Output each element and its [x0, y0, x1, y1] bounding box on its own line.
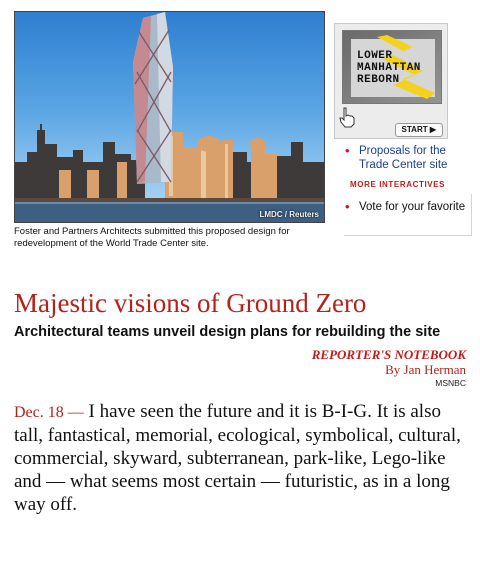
section-label: REPORTER'S NOTEBOOK — [311, 347, 466, 362]
link-label: Vote for your favorite — [359, 201, 466, 213]
skyline-illustration — [15, 12, 325, 223]
lower-manhattan-reborn-logo[interactable] — [342, 30, 442, 104]
link-vote-favorite[interactable] — [345, 200, 475, 214]
logo-text-line-3: REBORN — [357, 74, 400, 86]
photo-credit: LMDC / Reuters — [259, 210, 319, 219]
link-label: Proposals for the Trade Center site — [359, 145, 448, 171]
article-headline: Majestic visions of Ground Zero — [14, 288, 367, 318]
start-label: START — [401, 125, 428, 134]
link-trade-center-proposals[interactable] — [345, 144, 475, 172]
interactive-links — [345, 144, 475, 172]
interactive-widget[interactable] — [334, 23, 448, 139]
wtc-proposal-photo — [14, 11, 325, 223]
source-label: MSNBC — [435, 378, 466, 388]
pointing-hand-icon — [337, 106, 357, 128]
more-interactive-links — [345, 200, 475, 214]
start-button[interactable] — [395, 123, 443, 137]
play-arrow-icon: ▶ — [429, 125, 436, 134]
logo-text-line-1: LOWER — [357, 50, 393, 62]
byline: By Jan Herman — [385, 362, 466, 377]
bullet-icon: • — [345, 199, 350, 214]
article-subhead: Architectural teams unveil design plans for rebuilding the site — [14, 324, 441, 340]
dateline: Dec. 18 — — [14, 404, 84, 421]
article-body — [14, 400, 472, 516]
more-interactives-heading: MORE INTERACTIVES — [350, 180, 446, 189]
photo-caption: Foster and Partners Architects submitted this proposed design for redevelopment of the World Trade Center site. — [14, 226, 290, 249]
article-body-text: I have seen the future and it is B-I-G. It is also tall, fantastical, memorial, ecological, symbolical, cultural, commercial, skyward, subterranean, park-like, Lego-like and — what seems most certain — futuristic, as in a long way off. — [14, 401, 461, 515]
logo-text-line-2: MANHATTAN — [357, 62, 421, 74]
bullet-icon: • — [345, 143, 350, 158]
